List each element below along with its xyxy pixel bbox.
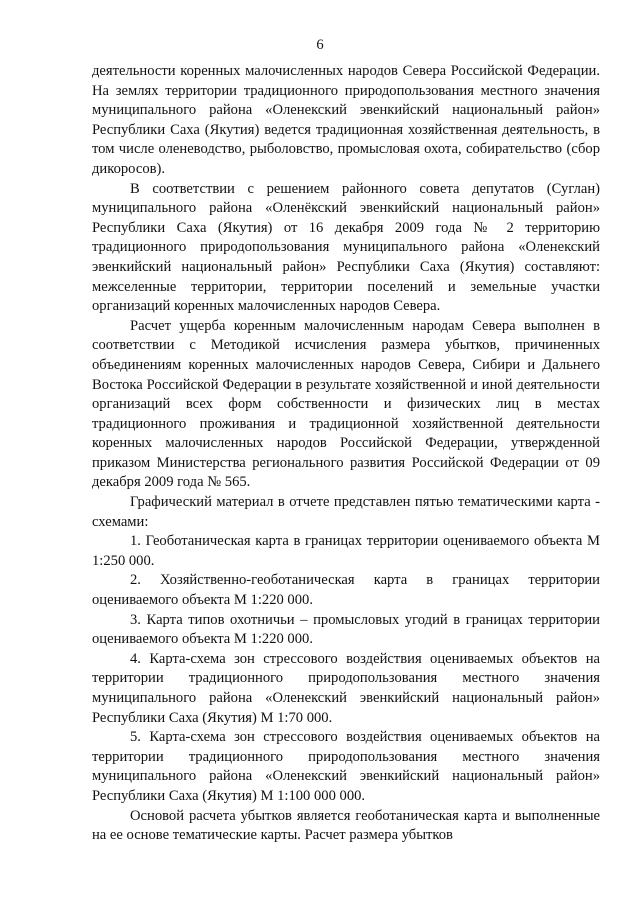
list-item-map-5: 5. Карта-схема зон стрессового воздействия оцениваемых объектов на территории традиционного природопользования местного значения муниципального района «Оленекский эвенкийский национальный район» Республики Саха (Якутия) М 1:100 000 000. bbox=[92, 729, 600, 804]
list-item-map-3: 3. Карта типов охотничьи – промысловых угодий в границах территории оцениваемого объекта М 1:220 000. bbox=[92, 611, 600, 648]
document-body bbox=[92, 62, 600, 846]
list-item-map-1: 1. Геоботаническая карта в границах территории оцениваемого объекта М 1:250 000. bbox=[92, 533, 600, 569]
paragraph-calculation-basis: Основой расчета убытков является геоботаническая карта и выполненные на ее основе тематические карты. Расчет размера убытков bbox=[92, 807, 600, 844]
paragraph-suglan-decision: В соответствии с решением районного совета депутатов (Суглан) муниципального района «Оленёкский эвенкийский национальный район» Республики Саха (Якутия) от 16 декабря 2009 года № 2 территорию традиционного природопользования муниципального района «Оленекский эвенкийский национальный район» Республики Саха (Якутия) составляют: межселенные территории, территории поселений и земельные участки организаций коренных малочисленных народов Севера. bbox=[92, 180, 600, 315]
paragraph-graphic-material: Графический материал в отчете представлен пятью тематическими карта - схемами: bbox=[92, 494, 600, 530]
page-number: 6 bbox=[316, 37, 324, 53]
list-item-map-2: 2. Хозяйственно-геоботаническая карта в границах территории оцениваемого объекта М 1:220 000. bbox=[92, 572, 600, 609]
paragraph-damage-calculation: Расчет ущерба коренным малочисленным народам Севера выполнен в соответствии с Методикой исчисления размера убытков, причиненных объединениям коренных малочисленных народов Севера, Сибири и Дальнего Востока Российской Федерации в результате хозяйственной и иной деятельности организаций всех форм собственности и физических лиц в местах традиционного проживания и традиционной хозяйственной деятельности коренных малочисленных народов Российской Федерации, утвержденной приказом Министерства регионального развития Российской Федерации от 09 декабря 2009 года № 565. bbox=[92, 317, 600, 491]
list-item-map-4: 4. Карта-схема зон стрессового воздействия оцениваемых объектов на территории традиционного природопользования местного значения муниципального района «Оленекский эвенкийский национальный район» Республики Саха (Якутия) М 1:70 000. bbox=[92, 650, 600, 726]
paragraph-continuation: деятельности коренных малочисленных народов Севера Российской Федерации. На землях территории традиционного природопользования местного значения муниципального района «Оленекский эвенкийский национальный район» Республики Саха (Якутия) ведется традиционная хозяйственная деятельность, в том числе оленеводство, рыболовство, промысловая охота, собирательство (сбор дикоросов). bbox=[92, 63, 600, 177]
